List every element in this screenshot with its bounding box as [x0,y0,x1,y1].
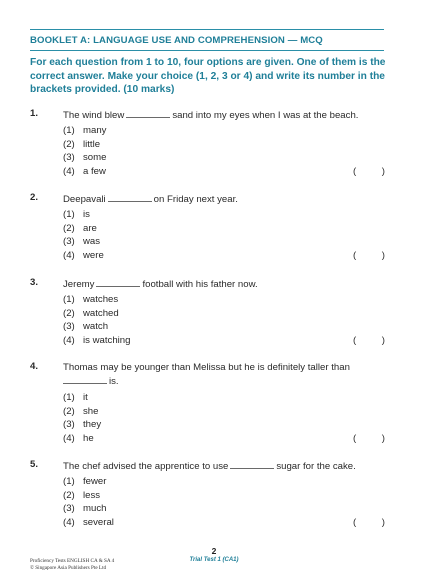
question-text-after: on Friday next year. [153,194,238,205]
answer-brackets[interactable] [353,516,385,530]
option-number: (4) [63,334,75,346]
option-4 [63,249,385,263]
question-number: 2. [30,192,39,203]
answer-brackets[interactable] [353,249,385,263]
answer-blank [126,108,170,118]
option-1 [63,475,385,489]
footer-copyright: © Singapore Asia Publishers Pte Ltd [30,565,107,571]
answer-brackets[interactable] [353,432,385,446]
option-label: it [83,392,88,403]
option-label: some [83,152,107,163]
option-number: (2) [63,405,75,417]
question-number: 1. [30,108,39,119]
question-text-before: The wind blew [63,110,125,121]
header-rule-top [30,29,384,30]
question-text-after: football with his father now. [142,279,258,290]
option-number: (2) [63,138,75,150]
option-label: less [83,489,101,501]
option-number: (3) [63,503,75,514]
option-2 [63,405,385,419]
question-text-after: sugar for the cake. [276,461,356,472]
question-text [63,459,385,473]
bracket-open: ( [353,334,357,346]
instructions: For each question from 1 to 10, four options are given. One of them is the correct answer. Make your choice (1, 2, 3 or 4) and write its number in the brackets provided. (10 marks) [30,57,386,96]
option-label: little [83,138,101,150]
option-number: (3) [63,321,75,332]
option-3 [63,151,385,165]
answer-brackets[interactable] [353,334,385,348]
option-label: a few [83,165,106,177]
option-label: was [83,236,101,247]
footer-book-title: Proficiency Tests ENGLISH CA & SA 4 [30,558,115,564]
option-label: she [83,405,99,417]
question-text-before: Thomas may be younger than Melissa but he is definitely taller than [63,362,350,373]
question-text [63,108,385,122]
question-text [63,192,385,206]
option-number: (2) [63,489,75,501]
answer-blank [230,459,274,469]
option-number: (4) [63,516,75,528]
option-label: he [83,432,94,444]
bracket-open: ( [353,516,357,528]
options-list [63,293,385,347]
option-number: (1) [63,476,75,487]
option-number: (1) [63,294,75,305]
option-number: (3) [63,419,75,430]
option-number: (4) [63,432,75,444]
answer-blank [96,277,140,287]
option-1 [63,124,385,138]
bracket-close: ) [381,249,385,261]
option-number: (3) [63,152,75,163]
option-label: watches [83,294,119,305]
option-number: (1) [63,392,75,403]
test-subtitle: Trial Test 1 (CA1) [189,557,239,563]
section-title: BOOKLET A: LANGUAGE USE AND COMPREHENSION — MCQ [30,35,323,46]
option-number: (3) [63,236,75,247]
options-list [63,391,385,445]
bracket-close: ) [381,165,385,177]
option-label: are [83,222,97,234]
answer-blank [63,374,107,384]
options-list [63,208,385,262]
option-number: (1) [63,125,75,136]
bracket-open: ( [353,249,357,261]
bracket-close: ) [381,432,385,444]
option-2 [63,489,385,503]
answer-brackets[interactable] [353,165,385,179]
header-rule-bottom [30,50,384,51]
option-4 [63,165,385,179]
option-4 [63,516,385,530]
option-label: is watching [83,334,131,346]
question-number: 3. [30,277,39,288]
option-number: (2) [63,222,75,234]
option-number: (2) [63,307,75,319]
option-1 [63,293,385,307]
option-label: they [83,419,102,430]
bracket-open: ( [353,432,357,444]
question-number: 5. [30,459,39,470]
option-2 [63,222,385,236]
bracket-open: ( [353,165,357,177]
option-label: much [83,503,107,514]
option-label: is [83,209,90,220]
bracket-close: ) [381,516,385,528]
options-list [63,475,385,529]
footer-page-info [0,546,428,564]
option-4 [63,432,385,446]
option-number: (4) [63,165,75,177]
question-text-before: The chef advised the apprentice to use [63,461,229,472]
option-label: fewer [83,476,107,487]
option-label: several [83,516,114,528]
answer-blank [108,192,152,202]
bracket-close: ) [381,334,385,346]
option-2 [63,138,385,152]
options-list [63,124,385,178]
option-3 [63,235,385,249]
option-label: many [83,125,107,136]
page-number: 2 [211,546,217,556]
option-3 [63,418,385,432]
question-text [63,361,385,388]
question-text-before: Jeremy [63,279,95,290]
option-1 [63,391,385,405]
option-3 [63,502,385,516]
option-label: watch [83,321,109,332]
option-label: were [83,249,104,261]
option-4 [63,334,385,348]
option-number: (4) [63,249,75,261]
question-text-after: is. [109,376,119,388]
question-text-before: Deepavali [63,194,106,205]
option-2 [63,307,385,321]
question-text-after: sand into my eyes when I was at the beach. [172,110,359,121]
question-text [63,277,385,291]
option-label: watched [83,307,119,319]
option-3 [63,320,385,334]
option-1 [63,208,385,222]
option-number: (1) [63,209,75,220]
question-number: 4. [30,361,39,372]
